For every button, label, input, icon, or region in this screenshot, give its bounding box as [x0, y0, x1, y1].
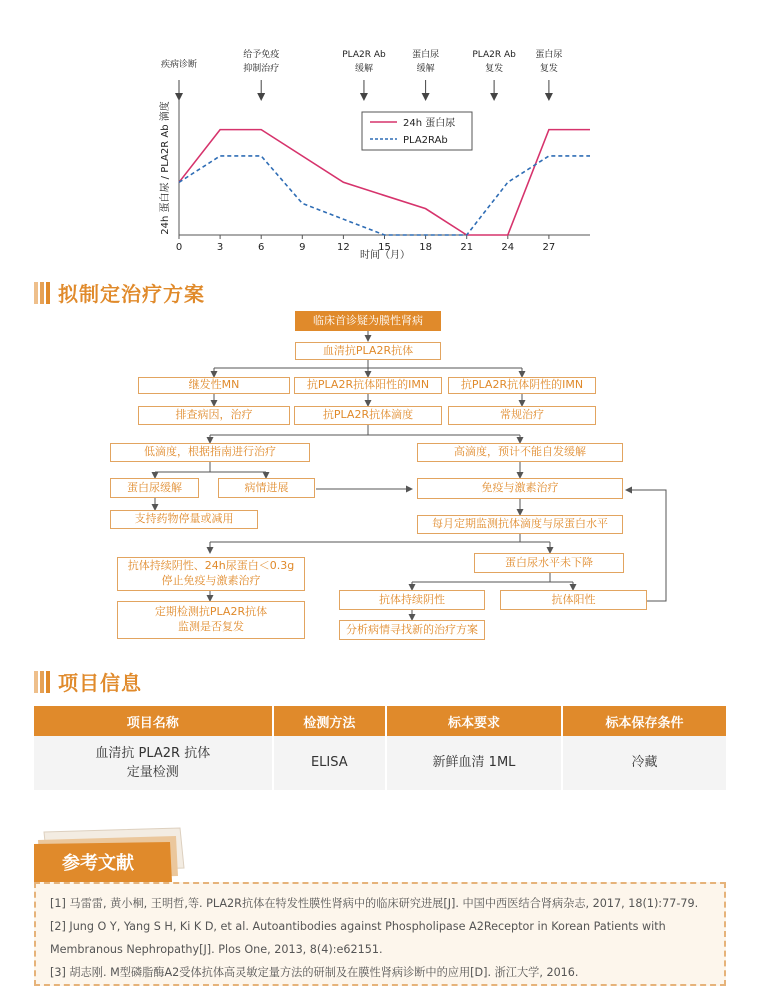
table-header-method: 检测方法 — [273, 706, 386, 736]
y-axis-label: 24h 蛋白尿 / PLA2R Ab 滴度 — [160, 101, 171, 235]
x-tick-label: 6 — [258, 242, 265, 253]
x-axis-label: 时间（月） — [360, 250, 410, 261]
flow-node-persist-negative — [117, 557, 305, 591]
references-title: 参考文献 — [62, 853, 134, 874]
flow-node-periodic-check-line2: 监测是否复发 — [178, 620, 244, 633]
flow-node-negative-imn: 抗PLA2R抗体阴性的IMN — [448, 377, 596, 394]
flow-node-serum-antibody: 血清抗PLA2R抗体 — [295, 342, 441, 360]
project-info-table — [34, 706, 726, 790]
flow-node-root: 临床首诊疑为膜性肾病 — [295, 311, 441, 331]
table-header-storage: 标本保存条件 — [562, 706, 726, 736]
flow-node-support-reduce: 支持药物停量或减用 — [110, 510, 258, 529]
x-tick-label: 9 — [299, 242, 306, 253]
flow-node-antibody-positive: 抗体阳性 — [500, 590, 647, 610]
x-tick-label: 27 — [542, 242, 556, 253]
table-cell-method: ELISA — [273, 736, 386, 790]
flow-node-periodic-check — [117, 601, 305, 639]
section-title-info-text: 项目信息 — [58, 671, 142, 695]
x-tick-label: 24 — [501, 242, 515, 253]
x-tick-label: 12 — [337, 242, 350, 253]
flow-node-antibody-titer: 抗PLA2R抗体滴度 — [294, 406, 442, 425]
table-row — [34, 736, 726, 790]
x-tick-label: 21 — [460, 242, 474, 253]
flow-node-exclude-cause: 排查病因，治疗 — [138, 406, 290, 425]
flow-node-persist-negative-line1: 抗体持续阴性、24h尿蛋白＜0.3g — [127, 559, 295, 573]
section-bar-icon — [34, 671, 50, 693]
flow-node-proteinuria-remission: 蛋白尿缓解 — [110, 478, 199, 498]
x-tick-label: 18 — [419, 242, 432, 253]
flow-node-not-decreased: 蛋白尿水平未下降 — [474, 553, 624, 573]
event-label: 缓解 — [416, 64, 435, 74]
legend-label-pla2rab: PLA2RAb — [403, 135, 448, 146]
reference-item-1: [1] 马雷雷, 黄小桐, 王明哲,等. PLA2R抗体在特发性膜性肾病中的临床研究进展[J]. 中国中西医结合肾病杂志, 2017, 18(1):77-79. — [50, 897, 699, 910]
references-tab — [30, 826, 190, 888]
flow-node-routine-treatment: 常规治疗 — [448, 406, 596, 425]
flow-node-immuno-therapy: 免疫与激素治疗 — [417, 478, 623, 499]
event-label: 蛋白尿 — [535, 50, 563, 60]
event-label: 复发 — [539, 64, 558, 74]
event-label: PLA2R Ab — [342, 50, 386, 60]
legend-label-proteinuria: 24h 蛋白尿 — [403, 118, 456, 129]
x-tick-label: 15 — [378, 242, 391, 253]
event-label: 抑制治疗 — [243, 64, 280, 74]
flow-node-disease-progression: 病情进展 — [218, 478, 315, 498]
table-header-row — [34, 706, 726, 736]
event-label: 疾病诊断 — [160, 60, 198, 70]
timeline-chart — [0, 0, 772, 270]
flow-node-high-titer: 高滴度，预计不能自发缓解 — [417, 443, 623, 462]
flow-node-new-plan: 分析病情寻找新的治疗方案 — [339, 620, 485, 640]
flow-node-monthly-monitor: 每月定期监测抗体滴度与尿蛋白水平 — [417, 515, 623, 534]
event-label: 缓解 — [354, 64, 373, 74]
references-box — [34, 882, 726, 986]
flow-node-low-titer: 低滴度，根据指南进行治疗 — [110, 443, 310, 462]
table-header-name: 项目名称 — [34, 706, 273, 736]
table-cell-sample: 新鲜血清 1ML — [386, 736, 562, 790]
table-header-sample: 标本要求 — [386, 706, 562, 736]
section-title-info — [34, 667, 142, 696]
reference-item-2: [2] Jung O Y, Yang S H, Ki K D, et al. Autoantibodies against Phospholipase A2Receptor in Korean Patients with Membranous Nephropathy[J]. Plos One, 2013, 8(4):e62151. — [50, 920, 666, 956]
chart-legend — [362, 112, 472, 150]
flow-node-secondary-mn: 继发性MN — [138, 377, 290, 394]
x-tick-label: 0 — [175, 242, 183, 253]
event-label: PLA2R Ab — [472, 50, 516, 60]
event-label: 复发 — [485, 64, 504, 74]
event-label: 给予免疫 — [243, 50, 280, 60]
table-cell-storage: 冷藏 — [562, 736, 726, 790]
table-cell-name — [34, 736, 273, 790]
x-tick-label: 3 — [216, 242, 224, 253]
section-title-plan-text: 拟制定治疗方案 — [58, 282, 205, 306]
table-cell-name-line1: 血清抗 PLA2R 抗体 — [95, 745, 211, 761]
flow-node-positive-imn: 抗PLA2R抗体阳性的IMN — [294, 377, 442, 394]
table-cell-name-line2: 定量检测 — [126, 765, 179, 780]
event-label: 蛋白尿 — [412, 50, 440, 60]
flow-node-periodic-check-line1: 定期检测抗PLA2R抗体 — [154, 605, 268, 619]
flow-node-persist-negative-line2: 停止免疫与激素治疗 — [161, 574, 261, 587]
reference-item-3: [3] 胡志刚. M型磷脂酶A2受体抗体高灵敏定量方法的研制及在膜性肾病诊断中的应用[D]. 浙江大学, 2016. — [50, 966, 579, 979]
flow-node-antibody-negative: 抗体持续阴性 — [339, 590, 485, 610]
